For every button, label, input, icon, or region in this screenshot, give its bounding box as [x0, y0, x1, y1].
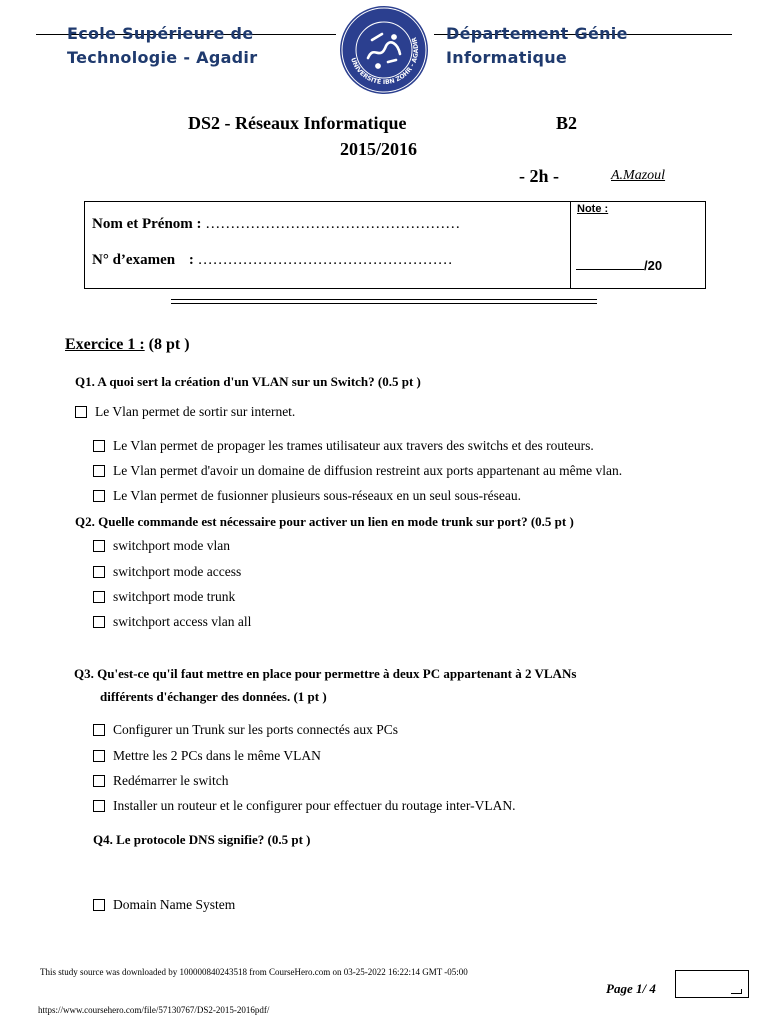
- school-line-1: Ecole Supérieure de: [67, 24, 254, 43]
- option-label: Configurer un Trunk sur les ports connectés aux PCs: [113, 722, 398, 737]
- checkbox[interactable]: [93, 465, 105, 477]
- option-label: switchport mode trunk: [113, 589, 236, 604]
- q2-option-4[interactable]: [93, 614, 251, 630]
- exam-title: DS2 - Réseaux Informatique: [188, 113, 407, 133]
- name-label: Nom et Prénom :: [92, 216, 202, 232]
- question-2: Q2. Quelle commande est nécessaire pour activer un lien en mode trunk sur port? (0.5 pt ): [75, 514, 574, 529]
- question-4: Q4. Le protocole DNS signifie? (0.5 pt ): [93, 832, 311, 847]
- school-name: [67, 22, 257, 70]
- q3-option-3[interactable]: [93, 773, 228, 789]
- exam-level: B2: [556, 113, 578, 133]
- separator-rule-top: [171, 299, 597, 300]
- exam-duration: - 2h -: [519, 166, 559, 186]
- checkbox[interactable]: [93, 616, 105, 628]
- checkbox[interactable]: [75, 406, 87, 418]
- option-label: Redémarrer le switch: [113, 773, 229, 788]
- score-suffix: /20: [644, 258, 663, 273]
- page-box-mark: [731, 989, 742, 994]
- page-box: [675, 970, 749, 998]
- score-blank: [576, 257, 644, 270]
- option-label: Domain Name System: [113, 897, 236, 912]
- option-label: switchport mode vlan: [113, 538, 230, 553]
- option-label: switchport mode access: [113, 564, 242, 579]
- checkbox[interactable]: [93, 750, 105, 762]
- option-label: Mettre les 2 PCs dans le même VLAN: [113, 748, 321, 763]
- q3-option-4[interactable]: [93, 798, 515, 814]
- separator-rule-bottom: [171, 303, 597, 304]
- school-line-2: Technologie - Agadir: [67, 48, 258, 67]
- exam-number-dots: ……………………………………………: [197, 252, 453, 268]
- option-label: Le Vlan permet de sortir sur internet.: [95, 404, 296, 419]
- option-label: Le Vlan permet d'avoir un domaine de diffusion restreint aux ports appartenant au même vlan.: [113, 463, 623, 478]
- q2-option-1[interactable]: [93, 538, 230, 554]
- question-3-line-2: différents d'échanger des données. (1 pt ): [100, 689, 327, 704]
- q3-option-1[interactable]: [93, 722, 398, 738]
- checkbox[interactable]: [93, 775, 105, 787]
- exercise-points: (8 pt ): [148, 336, 190, 353]
- checkbox[interactable]: [93, 724, 105, 736]
- exercise-label: Exercice 1 :: [65, 336, 145, 353]
- option-label: Le Vlan permet de propager les trames utilisateur aux travers des switchs et des routeurs.: [113, 438, 594, 453]
- checkbox[interactable]: [93, 490, 105, 502]
- q1-option-4[interactable]: [93, 488, 521, 504]
- exam-number-label: N° d’examen: [92, 252, 176, 268]
- checkbox[interactable]: [93, 566, 105, 578]
- question-3-line-1: Q3. Qu'est-ce qu'il faut mettre en place pour permettre à deux PC appartenant à 2 VLANs: [74, 666, 577, 681]
- identification-divider: [570, 202, 571, 288]
- note-label: Note :: [577, 203, 609, 215]
- question-3: [74, 662, 704, 708]
- checkbox[interactable]: [93, 540, 105, 552]
- logo-ring-text: UNIVERSITÉ IBN ZOHR - AGADIR: [349, 36, 421, 87]
- q2-option-3[interactable]: [93, 589, 235, 605]
- department-line-2: Informatique: [446, 48, 568, 67]
- source-url[interactable]: https://www.coursehero.com/file/57130767/DS2-2015-2016pdf/: [38, 1005, 270, 1015]
- score-field[interactable]: [576, 257, 662, 273]
- q3-option-2[interactable]: [93, 748, 321, 764]
- question-1: Q1. A quoi sert la création d'un VLAN sur un Switch? (0.5 pt ): [75, 374, 421, 389]
- option-label: Le Vlan permet de fusionner plusieurs sous-réseaux en un seul sous-réseau.: [113, 488, 522, 503]
- exam-year: 2015/2016: [340, 139, 418, 159]
- checkbox[interactable]: [93, 800, 105, 812]
- checkbox[interactable]: [93, 440, 105, 452]
- department-name: [446, 22, 628, 70]
- option-label: Installer un routeur et le configurer pour effectuer du routage inter-VLAN.: [113, 798, 516, 813]
- exam-number-field[interactable]: [92, 252, 453, 269]
- name-field[interactable]: [92, 216, 460, 233]
- q1-option-1[interactable]: [75, 404, 295, 420]
- download-note: This study source was downloaded by 100000840243518 from CourseHero.com on 03-25-2022 16:22:14 GMT -05:00: [40, 967, 468, 977]
- exam-author: A.Mazoul: [611, 168, 666, 183]
- name-dots: ……………………………………………: [205, 216, 461, 232]
- q1-option-2[interactable]: [93, 438, 594, 454]
- university-logo: [338, 4, 430, 96]
- option-label: switchport access vlan all: [113, 614, 252, 629]
- q2-option-2[interactable]: [93, 564, 241, 580]
- q1-option-3[interactable]: [93, 463, 622, 479]
- checkbox[interactable]: [93, 591, 105, 603]
- exam-number-colon: :: [188, 252, 194, 268]
- department-line-1: Département Génie: [446, 24, 628, 43]
- page-number: Page 1/ 4: [606, 981, 656, 996]
- exercise-heading: [65, 336, 190, 354]
- checkbox[interactable]: [93, 899, 105, 911]
- identification-box: [84, 201, 706, 289]
- q4-option-1[interactable]: [93, 897, 235, 913]
